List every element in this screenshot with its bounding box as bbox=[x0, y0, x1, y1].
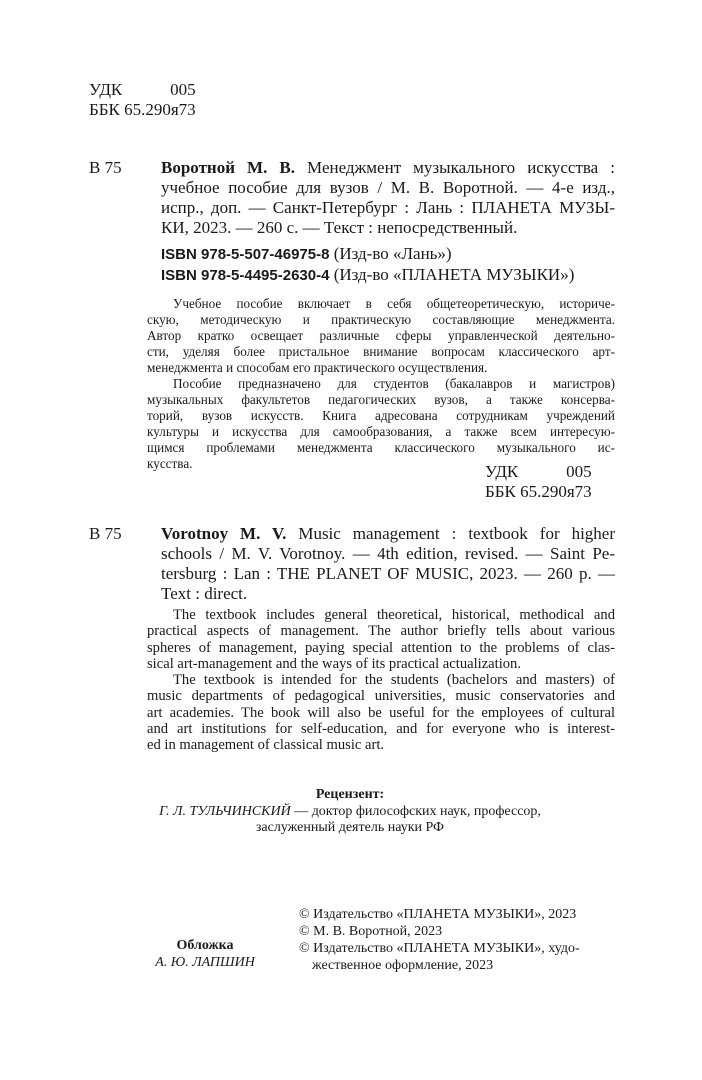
ru-abstract-line: кусства. bbox=[147, 456, 193, 471]
ru-bibliographic-entry bbox=[161, 158, 615, 238]
ru-abstract-line: Пособие предназначено для студентов (бакалавров и магистров) bbox=[173, 376, 615, 391]
ru-abstract-line: сти, уделяя более пристальное внимание вопросам классического арт- bbox=[147, 344, 615, 359]
copyright-line: © М. В. Воротной, 2023 bbox=[299, 924, 443, 939]
ru-abstract-line: щимся проблемами менеджмента классического музыкального ис- bbox=[147, 440, 615, 455]
ru-abstract-line: музыкальных факультетов педагогических вузов, а также консерва- bbox=[147, 392, 615, 407]
en-abstract-line: art academies. The book will also be useful for the employees of cultural bbox=[147, 704, 615, 721]
en-abstract bbox=[147, 607, 615, 754]
isbn-list bbox=[161, 244, 574, 286]
isbn-number: ISBN 978-5-4495-2630-4 bbox=[161, 267, 330, 284]
bbk-code: ББК 65.290я73 bbox=[89, 100, 196, 119]
en-abstract-line: music departments of pedagogical universities, music conservatories and bbox=[147, 688, 615, 705]
isbn-row bbox=[161, 265, 574, 286]
udk-code: УДК 005 bbox=[485, 462, 592, 481]
ru-entry-line: испр., доп. — Санкт-Петербург : Лань : ПЛАНЕТА МУЗЫ- bbox=[161, 198, 615, 217]
ru-abstract-line: культуры и искусства для самообразования, а также всем интересую- bbox=[147, 424, 615, 439]
ru-abstract-line: менеджмента и способам его практического осуществления. bbox=[147, 360, 488, 375]
ru-entry-line: КИ, 2023. — 260 с. — Текст : непосредственный. bbox=[161, 218, 518, 237]
ru-author-code: В 75 bbox=[89, 158, 122, 177]
en-abstract-line: and art institutions for self-education, and for everyone who is interest- bbox=[147, 721, 615, 738]
en-abstract-line: The textbook is intended for the students (bachelors and masters) of bbox=[173, 672, 615, 689]
classification-top bbox=[89, 80, 196, 120]
ru-abstract-line: скую, методическую и практическую составляющие менеджмента. bbox=[147, 312, 615, 327]
reviewer-heading: Рецензент: bbox=[315, 787, 385, 802]
ru-title-line: Менеджмент музыкального искусства : bbox=[307, 158, 615, 177]
ru-author-name: Воротной М. В. bbox=[161, 158, 295, 177]
en-abstract-line: sical art-management and the ways of its practical actualization. bbox=[147, 655, 522, 672]
en-abstract-line: ed in management of classical music art. bbox=[147, 737, 385, 754]
en-abstract-line: spheres of management, paying special attention to the problems of clas- bbox=[147, 639, 615, 656]
isbn-number: ISBN 978-5-507-46975-8 bbox=[161, 246, 330, 263]
reviewer-credentials: — доктор философских наук, профессор, bbox=[290, 803, 541, 819]
bbk-code: ББК 65.290я73 bbox=[485, 482, 592, 501]
cover-credit bbox=[120, 937, 290, 971]
en-author-code: В 75 bbox=[89, 524, 122, 543]
ru-abstract bbox=[147, 296, 615, 472]
en-abstract-line: The textbook includes general theoretical, historical, methodical and bbox=[173, 607, 615, 623]
ru-abstract-line: Автор кратко освещает различные сферы управленческой деятельно- bbox=[147, 328, 615, 343]
en-author-name: Vorotnoy M. V. bbox=[161, 524, 287, 543]
copyright-line: жественное оформление, 2023 bbox=[312, 958, 494, 973]
en-entry-line: schools / M. V. Vorotnoy. — 4th edition, revised. — Saint Pe- bbox=[161, 544, 615, 563]
reviewer-title: заслуженный деятель науки РФ bbox=[255, 820, 445, 835]
copyright-line: © Издательство «ПЛАНЕТА МУЗЫКИ», 2023 bbox=[299, 907, 577, 922]
ru-entry-line: учебное пособие для вузов / М. В. Воротной. — 4-е изд., bbox=[161, 178, 615, 197]
en-bibliographic-entry bbox=[161, 524, 615, 604]
en-entry-line: Text : direct. bbox=[161, 584, 248, 603]
en-entry-line: tersburg : Lan : THE PLANET OF MUSIC, 2023. — 260 p. — bbox=[161, 564, 615, 583]
ru-abstract-line: торий, вузов искусств. Книга адресована сотрудникам учреждений bbox=[147, 408, 615, 423]
isbn-publisher: (Изд-во «ПЛАНЕТА МУЗЫКИ») bbox=[333, 265, 575, 284]
en-abstract-line: practical aspects of management. The author briefly tells about various bbox=[147, 623, 615, 640]
copyright-notices bbox=[299, 906, 619, 974]
copyright-line: © Издательство «ПЛАНЕТА МУЗЫКИ», худо- bbox=[299, 941, 580, 956]
en-title-line: Music management : textbook for higher bbox=[298, 524, 615, 543]
reviewer-block bbox=[100, 787, 600, 837]
classification-middle bbox=[485, 462, 592, 502]
reviewer-name: Г. Л. ТУЛЬЧИНСКИЙ bbox=[159, 803, 291, 819]
cover-heading: Обложка bbox=[176, 938, 234, 953]
isbn-row bbox=[161, 244, 574, 265]
isbn-publisher: (Изд-во «Лань») bbox=[333, 244, 452, 263]
udk-code: УДК 005 bbox=[89, 80, 196, 99]
cover-designer-name: А. Ю. ЛАПШИН bbox=[155, 955, 255, 970]
ru-abstract-line: Учебное пособие включает в себя общетеоретическую, историче- bbox=[173, 296, 615, 311]
